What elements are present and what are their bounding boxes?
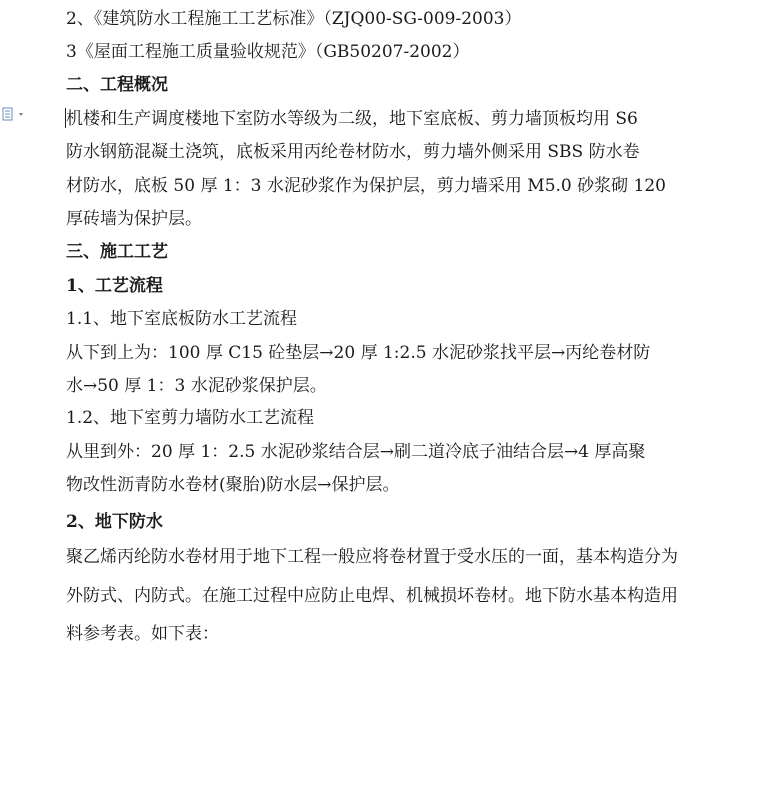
wall-flow-line: 从里到外：20 厚 1：2.5 水泥砂浆结合层→刷二道冷底子油结合层→4 厚高聚 xyxy=(66,442,646,462)
overview-line: 机楼和生产调度楼地下室防水等级为二级，地下室底板、剪力墙顶板均用 S6 xyxy=(66,109,638,129)
section-title-process: 三、施工工艺 xyxy=(66,242,168,262)
floor-flow-line: 从下到上为：100 厚 C15 砼垫层→20 厚 1:2.5 水泥砂浆找平层→丙纶卷材防 xyxy=(66,343,651,363)
overview-line: 防水钢筋混凝土浇筑，底板采用丙纶卷材防水，剪力墙外侧采用 SBS 防水卷 xyxy=(66,142,640,162)
underground-line: 聚乙烯丙纶防水卷材用于地下工程一般应将卷材置于受水压的一面，基本构造分为 xyxy=(66,547,678,567)
reference-3: 3《屋面工程施工质量验收规范》（GB50207-2002） xyxy=(66,42,470,62)
section-title-overview: 二、工程概况 xyxy=(66,75,168,95)
paragraph-doc-icon[interactable] xyxy=(2,106,28,120)
underground-line: 料参考表。如下表： xyxy=(66,624,219,644)
subsection-title-wall: 1.2、地下室剪力墙防水工艺流程 xyxy=(66,408,315,428)
subsection-title-flow: 1、工艺流程 xyxy=(66,276,163,296)
overview-line: 材防水，底板 50 厚 1：3 水泥砂浆作为保护层，剪力墙采用 M5.0 砂浆砌 120 xyxy=(66,176,666,196)
subsection-title-underground: 2、地下防水 xyxy=(66,512,163,532)
reference-2: 2、《建筑防水工程施工工艺标准》（ZJQ00-SG-009-2003） xyxy=(66,9,522,29)
floor-flow-line: 水→50 厚 1：3 水泥砂浆保护层。 xyxy=(66,376,327,396)
subsection-title-floor: 1.1、地下室底板防水工艺流程 xyxy=(66,309,298,329)
underground-line: 外防式、内防式。在施工过程中应防止电焊、机械损坏卷材。地下防水基本构造用 xyxy=(66,586,678,606)
wall-flow-line: 物改性沥青防水卷材(聚胎)防水层→保护层。 xyxy=(66,475,400,495)
overview-line: 厚砖墙为保护层。 xyxy=(66,209,202,229)
